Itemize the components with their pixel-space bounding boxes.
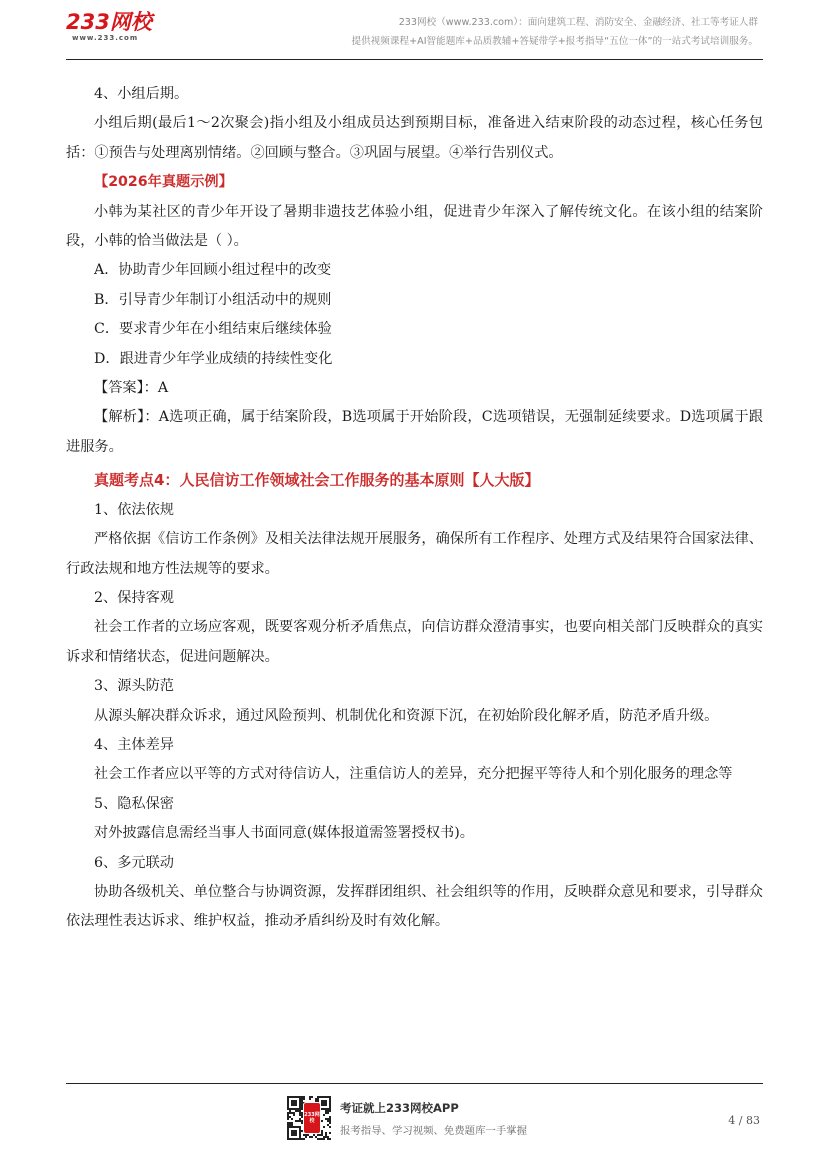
app-subtitle: 报考指导、学习视频、免费题库一手掌握: [340, 1125, 528, 1137]
phone-app-icon: [303, 1102, 321, 1134]
body-paragraph: 小组后期(最后1～2次聚会)指小组及小组成员达到预期目标，准备进入结束阶段的动态过程，核心任务包括：①预告与处理离别情绪。②回顾与整合。③巩固与展望。④举行告别仪式。: [66, 115, 763, 161]
footer-divider: [66, 1083, 763, 1084]
page-number: 4 / 83: [728, 1114, 760, 1127]
logo-url: www.233.com: [72, 34, 139, 42]
exam-point-title: 真题考点4：人民信访工作领域社会工作服务的基本原则【人大版】: [94, 471, 540, 490]
body-paragraph: 3、源头防范: [94, 678, 174, 695]
body-paragraph: 小韩为某社区的青少年开设了暑期非遗技艺体验小组，促进青少年深入了解传统文化。在该小组的结案阶段，小韩的恰当做法是（ ）。: [66, 203, 763, 250]
body-paragraph: 严格依据《信访工作条例》及相关法律法规开展服务，确保所有工作程序、处理方式及结果符合国家法律、行政法规和地方性法规等的要求。: [66, 531, 763, 577]
body-paragraph: 社会工作者的立场应客观，既要客观分析矛盾焦点，向信访群众澄清事实，也要向相关部门反映群众的真实诉求和情绪状态，促进问题解决。: [66, 619, 763, 665]
body-paragraph: B．引导青少年制订小组活动中的规则: [94, 291, 332, 308]
phone-app-label: 233网校: [304, 1112, 320, 1124]
app-title: 考证就上233网校APP: [340, 1101, 459, 1115]
body-paragraph: 从源头解决群众诉求，通过风险预判、机制优化和资源下沉，在初始阶段化解矛盾，防范矛盾升级。: [94, 707, 719, 724]
logo: [66, 10, 152, 43]
body-paragraph: C．要求青少年在小组结束后继续体验: [94, 321, 332, 338]
page-footer: [0, 1092, 830, 1152]
logo-text: 233网校: [66, 10, 152, 34]
header-tagline: [352, 13, 758, 51]
page-header: [0, 0, 830, 62]
body-paragraph: 对外披露信息需经当事人书面同意(媒体报道需签署授权书)。: [94, 825, 474, 842]
body-paragraph: 2、保持客观: [94, 589, 174, 606]
body-paragraph: 4、小组后期。: [94, 86, 189, 102]
body-paragraph: D．跟进青少年学业成绩的持续性变化: [94, 350, 333, 367]
section-heading: 【2026年真题示例】: [94, 174, 233, 191]
body-paragraph: 1、依法依规: [94, 501, 174, 518]
body-paragraph: 社会工作者应以平等的方式对待信访人，注重信访人的差异，充分把握平等待人和个别化服务的理念等: [94, 766, 733, 783]
body-paragraph: 协助各级机关、单位整合与协调资源，发挥群团组织、社会组织等的作用，反映群众意见和要求，引导群众依法理性表达诉求、维护权益，推动矛盾纠纷及时有效化解。: [66, 883, 763, 930]
body-paragraph: 6、多元联动: [94, 854, 174, 871]
document-body: [66, 80, 763, 937]
tagline-line-1: 233网校（www.233.com）：面向建筑工程、消防安全、金融经济、社工等考证人群: [398, 17, 758, 28]
body-paragraph: 【解析】：A选项正确，属于结案阶段，B选项属于开始阶段，C选项错误，无强制延续要求。D选项属于跟进服务。: [66, 409, 763, 455]
tagline-line-2: 提供视频课程+AI智能题库+品质教辅+答疑带学+报考指导“五位一体”的一站式考试培训服务。: [351, 36, 758, 47]
header-divider: [66, 59, 763, 60]
body-paragraph: 【答案】：A: [94, 380, 169, 397]
body-paragraph: 4、主体差异: [94, 736, 174, 753]
body-paragraph: 5、隐私保密: [94, 795, 174, 812]
body-paragraph: A．协助青少年回顾小组过程中的改变: [94, 262, 332, 279]
